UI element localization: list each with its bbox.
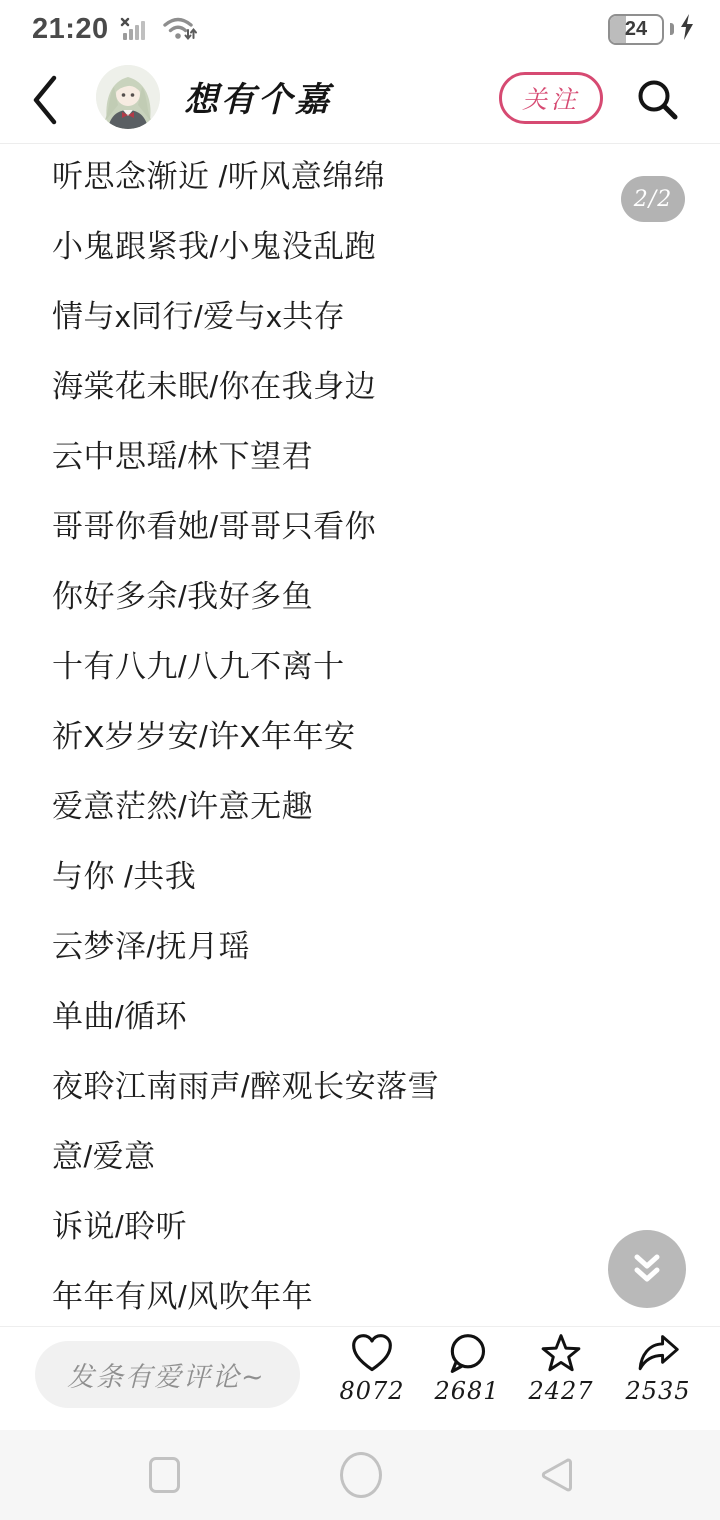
search-icon bbox=[634, 76, 680, 122]
comment-count: 2681 bbox=[434, 1377, 500, 1405]
share-arrow-icon bbox=[636, 1332, 680, 1376]
share-button[interactable] bbox=[610, 1332, 706, 1405]
note-text-list bbox=[52, 138, 690, 1328]
back-triangle-icon bbox=[534, 1452, 580, 1498]
battery-percent: 24 bbox=[624, 17, 648, 40]
signal-icon bbox=[119, 12, 151, 47]
favorite-count: 2427 bbox=[528, 1377, 594, 1405]
search-button[interactable] bbox=[634, 76, 680, 122]
battery-cap bbox=[670, 23, 674, 35]
star-icon bbox=[539, 1332, 583, 1376]
status-bar bbox=[0, 0, 720, 58]
list-item: 云中思瑶/林下望君 bbox=[52, 438, 314, 474]
heart-icon bbox=[350, 1332, 394, 1376]
scroll-to-bottom-button[interactable] bbox=[608, 1230, 686, 1308]
comment-bubble-icon bbox=[445, 1332, 489, 1376]
list-item: 单曲/循环 bbox=[52, 998, 188, 1034]
share-count: 2535 bbox=[625, 1377, 691, 1405]
list-item: 祈X岁岁安/许X年年安 bbox=[52, 718, 356, 754]
clock: 21:20 bbox=[32, 12, 109, 45]
avatar[interactable] bbox=[96, 65, 160, 129]
follow-button[interactable]: 关注 bbox=[499, 72, 603, 124]
list-item: 夜聆江南雨声/醉观长安落雪 bbox=[52, 1068, 440, 1104]
like-count: 8072 bbox=[339, 1377, 405, 1405]
page-indicator-badge: 2/2 bbox=[621, 176, 685, 222]
home-button[interactable] bbox=[340, 1452, 382, 1498]
page-title-username: 想有个嘉 bbox=[184, 80, 332, 120]
list-item: 你好多余/我好多鱼 bbox=[52, 578, 314, 614]
double-chevron-down-icon bbox=[626, 1248, 668, 1290]
list-item: 爱意茫然/许意无趣 bbox=[52, 788, 314, 824]
list-item: 海棠花未眠/你在我身边 bbox=[52, 368, 377, 404]
back-chevron-icon bbox=[28, 72, 62, 128]
comment-button[interactable] bbox=[419, 1332, 515, 1405]
battery-icon bbox=[608, 14, 664, 45]
list-item: 意/爱意 bbox=[52, 1138, 156, 1174]
nav-back-button[interactable] bbox=[534, 1452, 580, 1498]
comment-input[interactable]: 发条有爱评论~ bbox=[35, 1341, 300, 1408]
android-nav-bar bbox=[0, 1430, 720, 1520]
bottom-action-bar bbox=[0, 1326, 720, 1430]
list-item: 小鬼跟紧我/小鬼没乱跑 bbox=[52, 228, 377, 264]
list-item: 听思念渐近 /听风意绵绵 bbox=[52, 158, 386, 194]
back-button[interactable] bbox=[28, 70, 68, 130]
list-item: 与你 /共我 bbox=[52, 858, 197, 894]
list-item: 诉说/聆听 bbox=[52, 1208, 188, 1244]
header bbox=[0, 58, 720, 144]
charging-bolt-icon bbox=[680, 13, 694, 46]
list-item: 情与x同行/爱与x共存 bbox=[52, 298, 346, 334]
list-item: 云梦泽/抚月瑶 bbox=[52, 928, 251, 964]
like-button[interactable] bbox=[324, 1332, 420, 1405]
list-item: 哥哥你看她/哥哥只看你 bbox=[52, 508, 377, 544]
wifi-icon bbox=[161, 12, 199, 47]
recents-button[interactable] bbox=[149, 1457, 180, 1493]
list-item: 年年有风/风吹年年 bbox=[52, 1278, 314, 1314]
list-item: 十有八九/八九不离十 bbox=[52, 648, 345, 684]
favorite-button[interactable] bbox=[513, 1332, 609, 1405]
